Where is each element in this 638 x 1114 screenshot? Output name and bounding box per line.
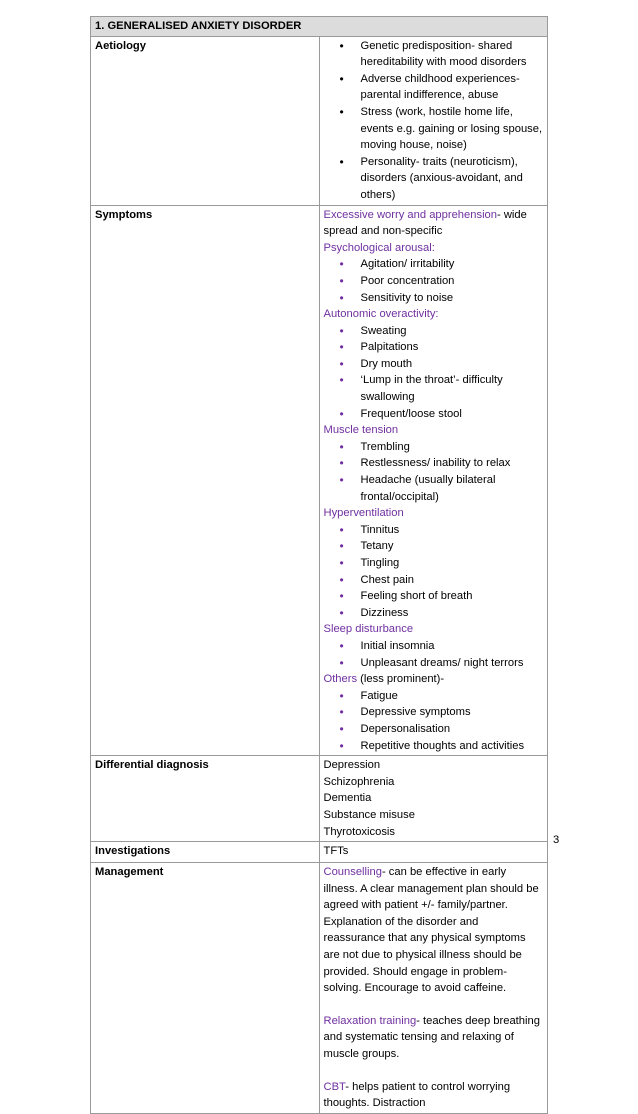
list-item: • Tingling [324,555,544,572]
relaxation-text: - teaches deep breathing and systematic tensing and relaxing of muscle groups. [323,1014,540,1061]
group-list [324,522,544,622]
symptoms-row [91,205,548,756]
group-heading: Psychological arousal: [323,241,435,254]
list-item: • Fatigue [324,688,544,705]
list-item: Substance misuse [323,808,415,821]
list-item: • Tetany [324,538,544,555]
group-list [324,688,544,754]
list-item: • ‘Lump in the throat’- difficulty swallowing [324,372,544,405]
list-item: • Palpitations [324,339,544,356]
management-label: Management [91,863,320,1114]
group-heading: Autonomic overactivity: [323,308,439,321]
list-item: • Frequent/loose stool [324,406,544,423]
aetiology-list [324,38,544,204]
counselling-paragraph [324,864,544,997]
list-item: • Sweating [324,323,544,340]
page-number: 3 [553,834,560,846]
list-item: • Tinnitus [324,522,544,539]
list-item: • Chest pain [324,572,544,589]
list-item: • Poor concentration [324,273,544,290]
section-title: 1. GENERALISED ANXIETY DISORDER [91,17,548,37]
counselling-text: - can be effective in early illness. A clear management plan should be agreed with patient +/- family/partner. Explanation of the disorder and reassurance that any physical symptoms are not due to physical illness should be provided. Should engage in problem-solving. Encourage to avoid caffeine. [323,866,539,995]
aetiology-content [319,36,548,205]
relaxation-paragraph [324,1013,544,1063]
group-heading: Sleep disturbance [323,623,414,636]
differential-content [319,756,548,842]
aetiology-label: Aetiology [91,36,320,205]
management-content [319,863,548,1114]
group-heading: Hyperventilation [323,507,404,520]
list-item: • Trembling [324,439,544,456]
list-item: • Depressive symptoms [324,704,544,721]
group-list [324,439,544,505]
list-item: • Unpleasant dreams/ night terrors [324,655,544,672]
list-item: Thyrotoxicosis [323,825,395,838]
list-item: • Restlessness/ inability to relax [324,455,544,472]
list-item: • Repetitive thoughts and activities [324,738,544,755]
symptoms-intro-highlight: Excessive worry and apprehension [323,208,497,221]
list-item: • Dizziness [324,605,544,622]
list-item: • Sensitivity to noise [324,290,544,307]
group-heading-others [324,671,544,688]
list-item: • Agitation/ irritability [324,256,544,273]
group-heading: Muscle tension [323,424,399,437]
cbt-text: - helps patient to control worrying thoughts. Distraction [323,1080,511,1110]
investigations-value: TFTs [319,842,548,863]
aetiology-row [91,36,548,205]
list-item: • Headache (usually bilateral frontal/occipital) [324,472,544,505]
group-list [324,256,544,306]
disorder-table [90,16,548,1114]
investigations-row [91,842,548,863]
symptoms-label: Symptoms [91,205,320,756]
list-item: • Feeling short of breath [324,588,544,605]
relaxation-heading: Relaxation training [323,1014,417,1027]
list-item: • Personality- traits (neuroticism), disorders (anxious-avoidant, and others) [324,154,544,204]
list-item: • Genetic predisposition- shared hereditability with mood disorders [324,38,544,71]
list-item: • Dry mouth [324,356,544,373]
investigations-label: Investigations [91,842,320,863]
management-row [91,863,548,1114]
list-item: • Depersonalisation [324,721,544,738]
list-item: • Adverse childhood experiences- parental indifference, abuse [324,71,544,104]
cbt-heading: CBT [323,1080,346,1093]
symptoms-intro-rest: - wide spread and non-specific [323,208,527,238]
list-item: • Stress (work, hostile home life, events e.g. gaining or losing spouse, moving house, noise) [324,104,544,154]
differential-label: Differential diagnosis [91,756,320,842]
list-item: Dementia [323,792,372,805]
group-list [324,638,544,671]
group-list [324,323,544,423]
symptoms-content [319,205,548,756]
list-item: Schizophrenia [323,775,395,788]
differential-row [91,756,548,842]
cbt-paragraph [324,1079,544,1112]
group-heading: Others [323,673,358,686]
list-item: Depression [323,759,381,772]
group-heading-rest: (less prominent)- [357,673,445,686]
list-item: • Initial insomnia [324,638,544,655]
symptoms-intro [324,207,544,240]
counselling-heading: Counselling [323,866,382,879]
